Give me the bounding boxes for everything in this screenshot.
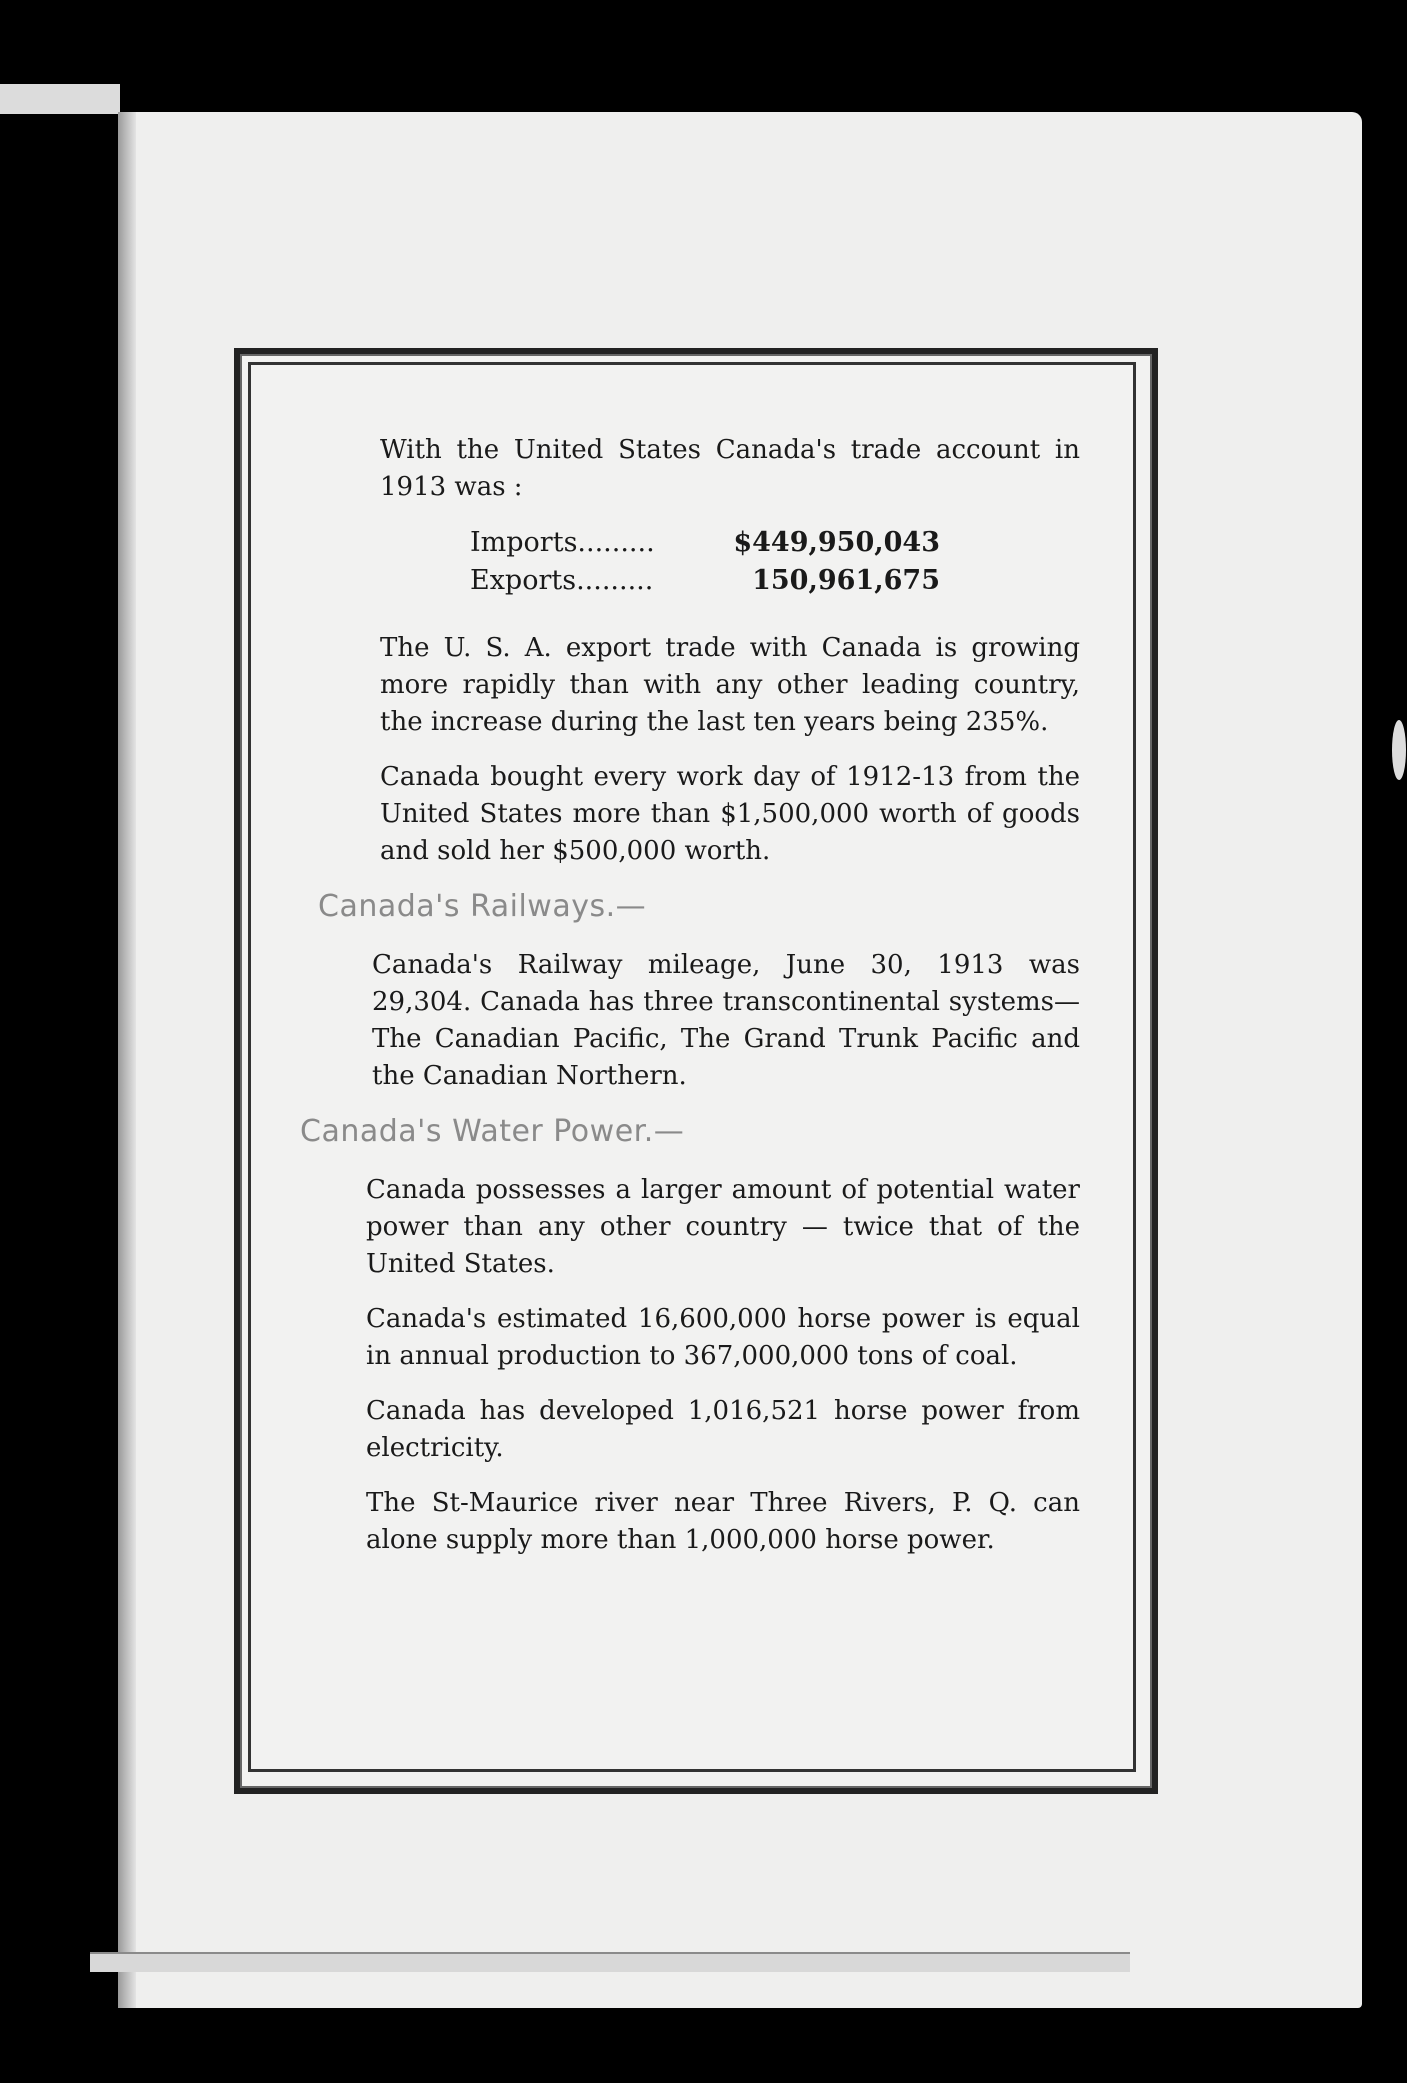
exports-label: Exports......... xyxy=(470,565,654,596)
water-power-heading: Canada's Water Power.— xyxy=(300,1114,685,1149)
exports-row xyxy=(470,562,940,600)
water-power-paragraph-1: Canada possesses a larger amount of potential water power than any other country — twice that of the United States. xyxy=(366,1175,1080,1279)
page-bottom-edge xyxy=(90,1952,1130,1972)
export-growth-paragraph: The U. S. A. export trade with Canada is growing more rapidly than with any other leading country, the increase during the last ten years being 235%. xyxy=(380,633,1080,737)
imports-value: $449,950,043 xyxy=(733,527,940,558)
daily-trade-paragraph: Canada bought every work day of 1912-13 from the United States more than $1,500,000 worth of goods and sold her $500,000 worth. xyxy=(380,762,1080,866)
exports-value: 150,961,675 xyxy=(752,565,940,596)
trade-intro: With the United States Canada's trade account in 1913 was : xyxy=(380,435,1080,502)
imports-label: Imports......... xyxy=(470,527,655,558)
trade-table xyxy=(470,524,940,600)
railways-paragraph: Canada's Railway mileage, June 30, 1913 was 29,304. Canada has three transcontinental systems—The Canadian Pacific, The Grand Trunk Pacific and the Canadian Northern. xyxy=(372,950,1080,1091)
water-power-paragraph-2: Canada's estimated 16,600,000 horse power is equal in annual production to 367,000,000 tons of coal. xyxy=(366,1304,1080,1371)
water-power-paragraph-3: Canada has developed 1,016,521 horse power from electricity. xyxy=(366,1396,1080,1463)
facing-page-edge xyxy=(0,84,120,114)
railways-heading: Canada's Railways.— xyxy=(318,889,647,924)
page-content xyxy=(300,432,1080,1577)
paper-speck xyxy=(1392,720,1406,780)
page-gutter-shadow xyxy=(118,112,136,2008)
imports-row xyxy=(470,524,940,562)
water-power-paragraph-4: The St-Maurice river near Three Rivers, P. Q. can alone supply more than 1,000,000 horse power. xyxy=(366,1488,1080,1555)
